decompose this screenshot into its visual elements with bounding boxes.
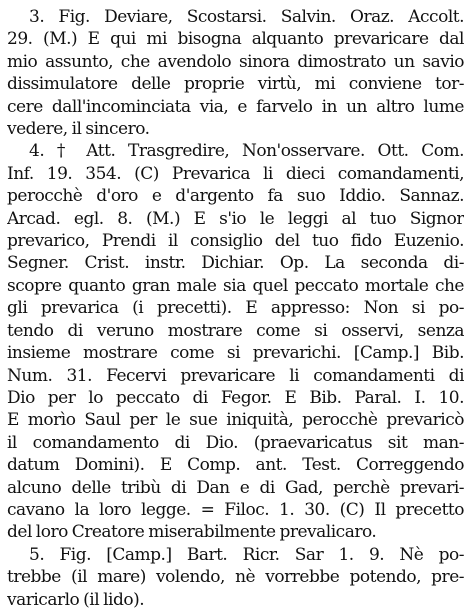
entry-line: gli prevarica (i precetti). E appresso: Non si po- <box>7 298 464 319</box>
entry-line: cavano la loro legge. = Filoc. 1. 30. (C) Il precetto <box>7 499 464 520</box>
entry-line: del loro Creatore miserabilmente prevalicaro. <box>7 522 377 543</box>
entry-line: datum Domini). E Comp. ant. Test. Correggendo <box>7 455 464 476</box>
entry-line: Dio per lo peccato di Fegor. E Bib. Paral. I. 10. <box>7 387 464 408</box>
entry-line-sense-4: 4. † Att. Trasgredire, Non'osservare. Ott. Com. <box>29 141 464 162</box>
entry-line: Segner. Crist. instr. Dichiar. Op. La seconda di- <box>7 253 464 274</box>
entry-line: Inf. 19. 354. (C) Prevarica li dieci comandamenti, <box>7 163 464 184</box>
entry-line-sense-5: 5. Fig. [Camp.] Bart. Ricr. Sar 1. 9. Nè po- <box>29 544 464 565</box>
entry-line: Arcad. egl. 8. (M.) E s'io le leggi al tuo Signor <box>7 208 464 229</box>
entry-line: scopre quanto gran male sia quel peccato mortale che <box>7 275 464 296</box>
entry-line: 29. (M.) E qui mi bisogna alquanto prevaricare dal <box>7 29 464 50</box>
entry-line: mio assunto, che avendolo sinora dimostrato un savio <box>7 51 464 72</box>
entry-line: dissimulatore delle proprie virtù, mi conviene tor- <box>7 74 464 95</box>
entry-line: trebbe (il mare) volendo, nè vorrebbe potendo, pre- <box>7 567 464 588</box>
entry-line: varicarlo (il lido). <box>7 589 145 610</box>
entry-line: insieme mostrare come si prevarichi. [Camp.] Bib. <box>7 343 464 364</box>
entry-line: Num. 31. Fecervi prevaricare li comandamenti di <box>7 365 464 386</box>
entry-line: cere dall'incominciata via, e farvelo in un altro lume <box>7 96 464 117</box>
entry-line: alcuno delle tribù di Dan e di Gad, perchè prevari- <box>7 477 464 498</box>
entry-line: tendo di veruno mostrare come si osservi, senza <box>7 320 464 341</box>
entry-line-sense-3: 3. Fig. Deviare, Scostarsi. Salvin. Oraz. Accolt. <box>29 7 464 27</box>
entry-line: perocchè d'oro e d'argento fa suo Iddio. Sannaz. <box>7 186 464 207</box>
entry-line: prevarico, Prendi il consiglio del tuo fido Euzenio. <box>7 231 464 252</box>
entry-line: vedere, il sincero. <box>7 119 150 140</box>
entry-line: E morìo Saul per le sue iniquità, perocchè prevaricò <box>7 410 464 431</box>
entry-line: il comandamento di Dio. (praevaricatus sit man- <box>7 432 464 453</box>
